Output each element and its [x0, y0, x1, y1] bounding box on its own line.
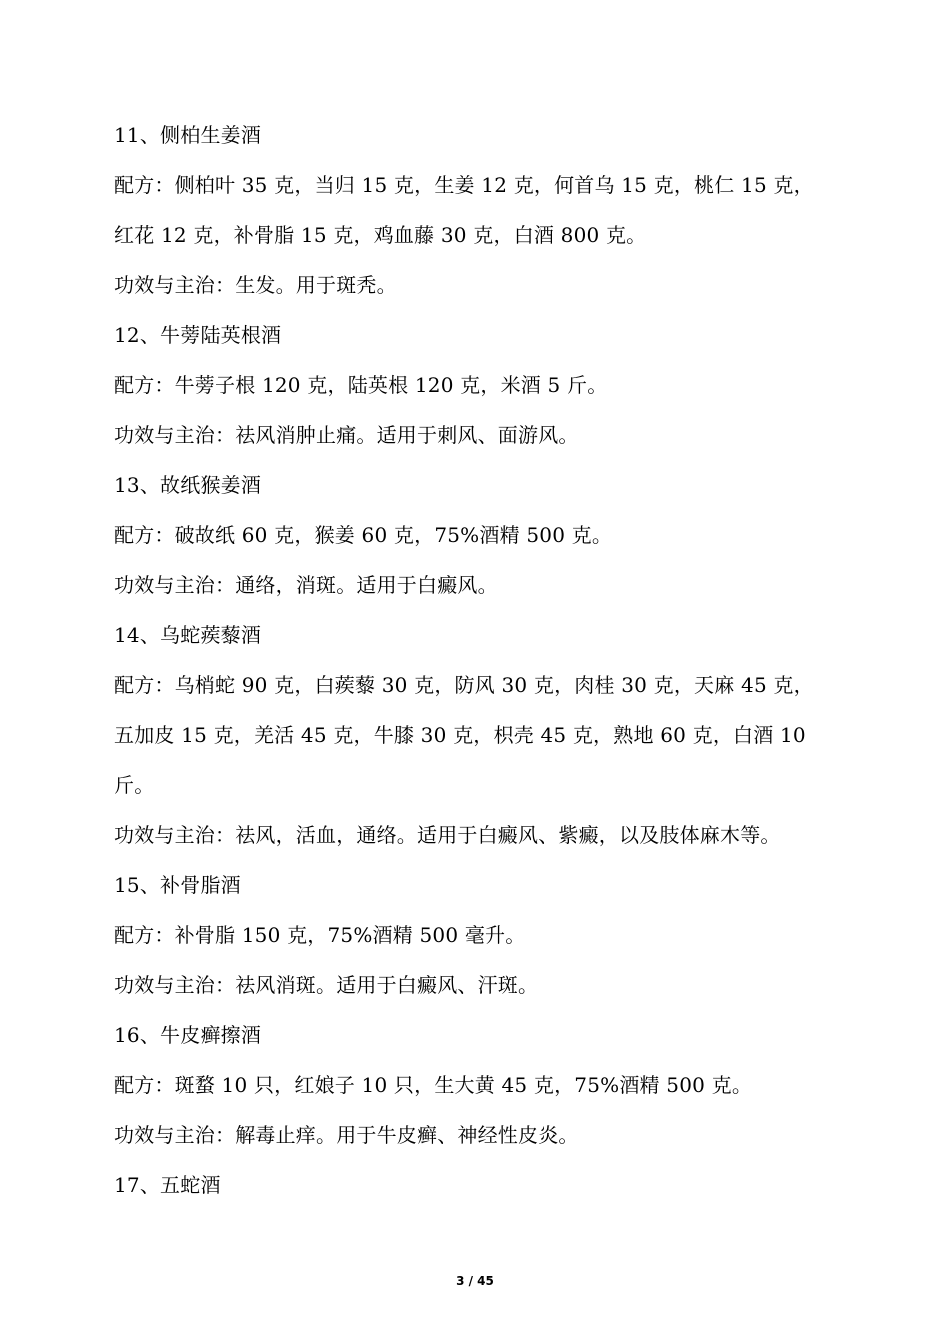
recipe-formula-continued: 斤。 — [114, 773, 155, 797]
recipe-formula: 配方：补骨脂 150 克，75%酒精 500 毫升。 — [114, 923, 526, 947]
page-number: 3 / 45 — [456, 1274, 494, 1288]
document-body — [114, 110, 844, 1210]
recipe-effect: 功效与主治：解毒止痒。用于牛皮癣、神经性皮炎。 — [114, 1123, 579, 1147]
recipe-effect: 功效与主治：通络，消斑。适用于白癜风。 — [114, 573, 498, 597]
recipe-effect: 功效与主治：生发。用于斑秃。 — [114, 273, 397, 297]
recipe-title: 14、乌蛇蒺藜酒 — [114, 623, 262, 647]
recipe-title: 11、侧柏生姜酒 — [114, 123, 262, 147]
recipe-formula: 配方：破故纸 60 克，猴姜 60 克，75%酒精 500 克。 — [114, 523, 613, 547]
recipe-title: 13、故纸猴姜酒 — [114, 473, 262, 497]
recipe-formula: 配方：斑蝥 10 只，红娘子 10 只，生大黄 45 克，75%酒精 500 克。 — [114, 1073, 753, 1097]
recipe-title: 17、五蛇酒 — [114, 1173, 221, 1197]
recipe-effect: 功效与主治：祛风消肿止痛。适用于刺风、面游风。 — [114, 423, 579, 447]
recipe-title: 12、牛蒡陆英根酒 — [114, 323, 282, 347]
recipe-title: 15、补骨脂酒 — [114, 873, 241, 897]
recipe-formula: 配方：牛蒡子根 120 克，陆英根 120 克，米酒 5 斤。 — [114, 373, 608, 397]
recipe-formula: 配方：乌梢蛇 90 克，白蒺藜 30 克，防风 30 克，肉桂 30 克，天麻 45 克， — [114, 673, 814, 697]
recipe-formula: 配方：侧柏叶 35 克，当归 15 克，生姜 12 克，何首乌 15 克，桃仁 15 克， — [114, 173, 814, 197]
recipe-formula-continued: 红花 12 克，补骨脂 15 克，鸡血藤 30 克，白酒 800 克。 — [114, 223, 647, 247]
recipe-formula-continued: 五加皮 15 克，羌活 45 克，牛膝 30 克，枳壳 45 克，熟地 60 克，白酒 10 — [114, 723, 806, 747]
recipe-effect: 功效与主治：祛风，活血，通络。适用于白癜风、紫癜，以及肢体麻木等。 — [114, 823, 781, 847]
recipe-title: 16、牛皮癣擦酒 — [114, 1023, 262, 1047]
recipe-effect: 功效与主治：祛风消斑。适用于白癜风、汗斑。 — [114, 973, 539, 997]
